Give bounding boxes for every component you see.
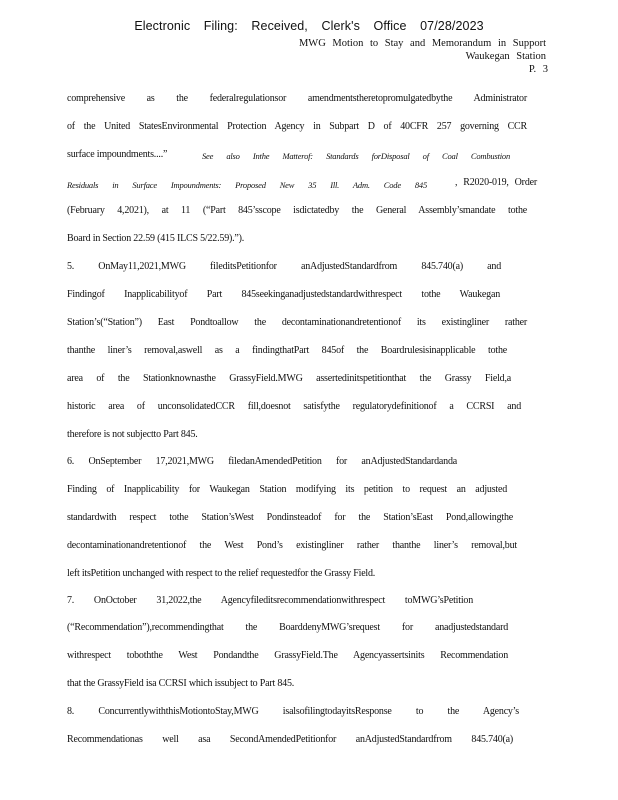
- paragraph-7-start: 7. OnOctober 31,2022,the Agencyfileditsrecommendationwithrespect toMWG’sPetition: [67, 595, 473, 606]
- paragraph-8-start: 8. ConcurrentlywiththisMotiontoStay,MWG isalsofilingtodayitsResponse to the Agency’s: [67, 706, 519, 717]
- text-line: historic area of unconsolidatedCCR fill,doesnot satisfythe regulatorydefinitionof a CCRSI and: [67, 401, 521, 412]
- station-name: Waukegan Station: [465, 51, 546, 62]
- text-line: of the United StatesEnvironmental Protection Agency in Subpart D of 40CFR 257 governing CCR: [67, 121, 527, 132]
- text-line: surface impoundments....”: [67, 149, 168, 160]
- citation-italic: See also Inthe Matterof: Standards forDisposal of Coal Combustion: [202, 151, 510, 161]
- text-line: therefore is not subjectto Part 845.: [67, 429, 198, 440]
- citation-italic: Residuals in Surface Impoundments: Proposed New 35 Ill. Adm. Code 845: [67, 180, 427, 190]
- text-line: that the GrassyField isa CCRSI which issubject to Part 845.: [67, 678, 295, 689]
- text-line: comprehensive as the federalregulationsor amendmentstheretopromulgatedbythe Administrator: [67, 93, 527, 104]
- text-line: Recommendationas well asa SecondAmendedPetitionfor anAdjustedStandardfrom 845.740(a): [67, 734, 513, 745]
- text-line: Board in Section 22.59 (415 ILCS 5/22.59).”).: [67, 233, 245, 244]
- text-line: , R2020-019, Order: [455, 177, 537, 188]
- paragraph-5-start: 5. OnMay11,2021,MWG fileditsPetitionfor anAdjustedStandardfrom 845.740(a) and: [67, 261, 501, 272]
- text-line: left itsPetition unchanged with respect to the relief requestedfor the Grassy Field.: [67, 568, 376, 579]
- text-line: (February 4,2021), at 11 (“Part 845’sscope isdictatedby the General Assembly’smandate tothe: [67, 205, 527, 216]
- text-line: decontaminationandretentionof the West Pond’s existingliner rather thanthe liner’s removal,but: [67, 540, 517, 551]
- filing-stamp: Electronic Filing: Received, Clerk's Office 07/28/2023: [134, 19, 484, 33]
- text-line: standardwith respect tothe Station’sWest Pondinsteadof for the Station’sEast Pond,allowingthe: [67, 512, 513, 523]
- text-line: Finding of Inapplicability for Waukegan Station modifying its petition to request an adjusted: [67, 484, 507, 495]
- text-line: area of the Stationknownasthe GrassyField.MWG assertedinitspetitionthat the Grassy Field,a: [67, 373, 511, 384]
- document-title: MWG Motion to Stay and Memorandum in Support: [298, 38, 546, 49]
- text-line: (“Recommendation”),recommendingthat the BoarddenyMWG’srequest for anadjustedstandard: [67, 622, 508, 633]
- text-line: withrespect toboththe West Pondandthe GrassyField.The Agencyassertsinits Recommendation: [67, 650, 508, 661]
- text-line: thanthe liner’s removal,aswell as a findingthatPart 845of the Boardrulesisinapplicable tothe: [67, 345, 507, 356]
- page-number: P. 3: [528, 64, 548, 75]
- text-line: Findingof Inapplicabilityof Part 845seekinganadjustedstandardwithrespect tothe Waukegan: [67, 289, 500, 300]
- paragraph-6-start: 6. OnSeptember 17,2021,MWG filedanAmendedPetition for anAdjustedStandardanda: [67, 456, 457, 467]
- text-line: Station’s(“Station”) East Pondtoallow the decontaminationandretentionof its existingliner rather: [67, 317, 527, 328]
